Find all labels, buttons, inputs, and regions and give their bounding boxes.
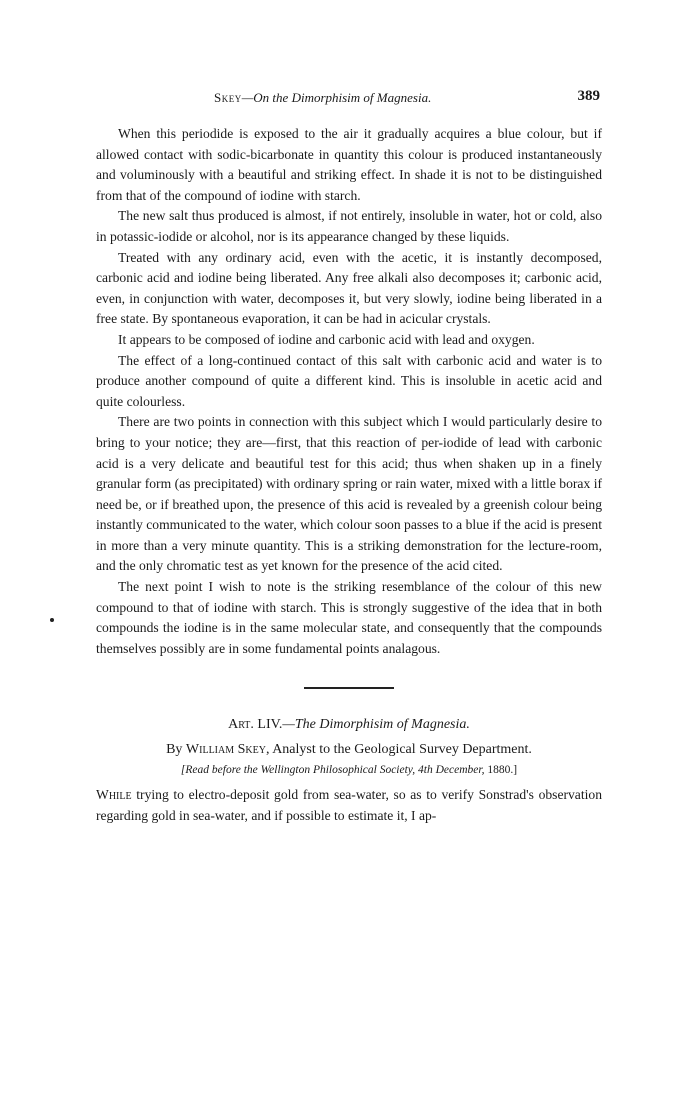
article-opening-paragraph — [96, 785, 602, 826]
read-note — [96, 761, 602, 779]
running-head — [96, 86, 602, 110]
article-label: Art. LIV. — [228, 717, 283, 733]
running-head-title — [214, 90, 431, 106]
byline-author: William Skey — [185, 742, 266, 758]
running-head-text: —On the Dimorphisim of Magnesia. — [241, 90, 432, 105]
section-divider — [304, 687, 394, 689]
read-note-date: 4th December, — [418, 764, 485, 777]
read-note-text: Read before the Wellington Philosophical Society, — [185, 764, 416, 777]
article-byline — [96, 739, 602, 761]
byline-affiliation: , Analyst to the Geological Survey Department. — [265, 742, 532, 758]
paragraph: It appears to be composed of iodine and carbonic acid with lead and oxygen. — [118, 331, 535, 347]
paragraph: The effect of a long-continued contact of this salt with carbonic acid and water is to produce another compound of quite a different kind. This is insoluble in acetic acid and quite colourless. — [96, 352, 602, 409]
opening-word: While — [96, 787, 132, 803]
body-text — [96, 124, 602, 659]
read-note-year: 1880.] — [487, 764, 518, 777]
paragraph: When this periodide is exposed to the air it gradually acquires a blue colour, but if allowed contact with sodic-bicarbonate in quantity this colour is produced instantaneously and voluminously with a beautiful and striking effect. In shade it is not to be distinguished from that of the compound of iodine with starch. — [96, 126, 602, 203]
margin-mark — [50, 618, 54, 622]
paragraph: Treated with any ordinary acid, even with the acetic, it is instantly decomposed, carbonic acid and iodine being liberated. Any free alkali also decomposes it; carbonic acid, even, in conjunction with water, decomposes it, but very slowly, iodine being liberated in a free state. By spontaneous evaporation, it can be had in acicular crystals. — [96, 249, 602, 327]
paragraph: There are two points in connection with this subject which I would particularly desire to bring to your notice; they are—first, that this reaction of per-iodide of lead with carbonic acid is a very delicate and beautiful test for this acid; thus when shaken up in a finely granular form (as precipitated) with ordinary spring or rain water, mixed with a little borax if need be, or if breathed upon, the presence of this acid is revealed by a greenish colour being instantly communicated to the water, which colour soon passes to a blue if the acid is present in more than a very minute quantity. This is a striking demonstration for the lecture-room, and the only chromatic test as yet known for the presence of the acid cited. — [96, 414, 602, 574]
paragraph: The new salt thus produced is almost, if not entirely, insoluble in water, hot or cold, also in potassic-iodide or alcohol, nor is its appearance changed by these liquids. — [96, 208, 602, 244]
byline-by: By — [166, 742, 183, 758]
paragraph: The next point I wish to note is the striking resemblance of the colour of this new compound to that of iodine with starch. This is strongly suggestive of the idea that in both compounds the iodine is in the same molecular state, and consequently that the compounds themselves possibly are in some fundamental points analagous. — [96, 579, 602, 656]
page — [96, 86, 602, 827]
running-head-author: Skey — [214, 90, 242, 105]
page-number: 389 — [577, 88, 600, 104]
opening-text: trying to electro-deposit gold from sea-water, so as to verify Sonstrad's observation regarding gold in sea-water, and if possible to estimate it, I ap- — [96, 787, 602, 824]
article-title — [96, 715, 602, 735]
article-title-text: —The Dimorphisim of Magnesia. — [282, 717, 470, 733]
read-note-open: [ — [180, 764, 186, 777]
